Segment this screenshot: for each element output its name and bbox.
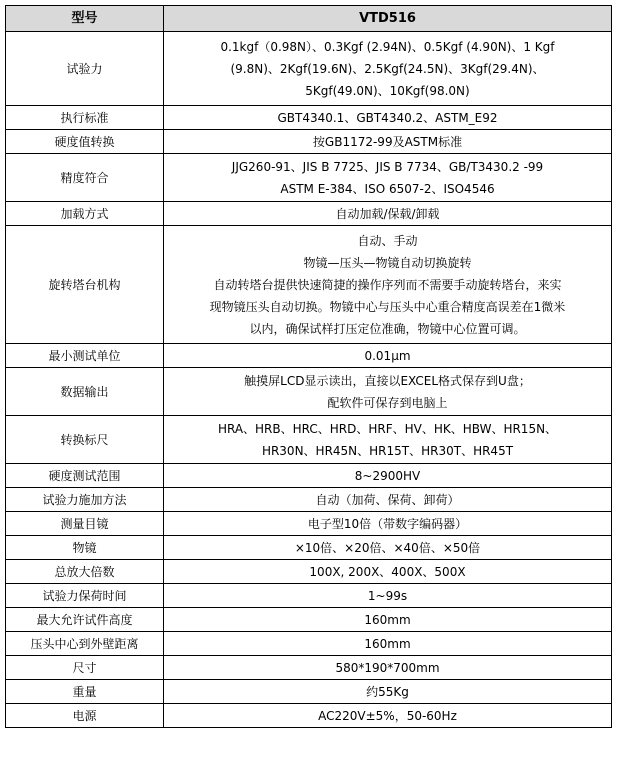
spec-value: [164, 368, 612, 416]
spec-row: [6, 512, 612, 536]
spec-row: [6, 680, 612, 704]
header-label: 型号: [6, 6, 164, 32]
spec-label: 最大允许试件高度: [6, 608, 164, 632]
spec-label: 硬度值转换: [6, 130, 164, 154]
spec-label: 执行标准: [6, 106, 164, 130]
spec-value: [164, 536, 612, 560]
spec-row: [6, 226, 612, 344]
spec-table-container: [5, 5, 612, 728]
spec-value-line: 1~99s: [367, 588, 408, 603]
spec-label: 转换标尺: [6, 416, 164, 464]
spec-value: [164, 584, 612, 608]
spec-row: [6, 488, 612, 512]
spec-value: [164, 680, 612, 704]
spec-value-line: 自动加载/保载/卸载: [335, 206, 440, 221]
spec-value: [164, 130, 612, 154]
spec-value-line: 触摸屏LCD显示读出，直接以EXCEL格式保存到U盘；: [244, 373, 531, 388]
spec-label: 试验力施加方法: [6, 488, 164, 512]
spec-value-line: ASTM E-384、ISO 6507-2、ISO4546: [280, 181, 495, 196]
spec-value-line: 配软件可保存到电脑上: [327, 395, 448, 410]
spec-value-line: (9.8N)、2Kgf(19.6N)、2.5Kgf(24.5N)、3Kgf(29.4N)、: [230, 61, 545, 76]
spec-row: [6, 656, 612, 680]
spec-value-line: 580*190*700mm: [335, 660, 440, 675]
spec-value: [164, 416, 612, 464]
spec-value: [164, 704, 612, 728]
spec-row: [6, 704, 612, 728]
spec-value-line: 5Kgf(49.0N)、10Kgf(98.0N): [305, 83, 470, 98]
spec-value-line: 电子型10倍（带数字编码器）: [307, 516, 468, 531]
spec-value-line: 现物镜压头自动切换。物镜中心与压头中心重合精度高误差在1微米: [209, 299, 566, 314]
spec-value: [164, 32, 612, 106]
spec-row: [6, 368, 612, 416]
spec-label: 尺寸: [6, 656, 164, 680]
spec-label: 试验力保荷时间: [6, 584, 164, 608]
spec-row: [6, 106, 612, 130]
spec-value-line: 100X, 200X、400X、500X: [309, 564, 466, 579]
spec-value-line: ×10倍、×20倍、×40倍、×50倍: [294, 540, 481, 555]
spec-value: [164, 656, 612, 680]
spec-row: [6, 416, 612, 464]
spec-value: [164, 106, 612, 130]
spec-row: [6, 130, 612, 154]
spec-label: 硬度测试范围: [6, 464, 164, 488]
spec-row: [6, 344, 612, 368]
spec-value-line: 自动、手动: [357, 233, 418, 248]
spec-value: [164, 632, 612, 656]
spec-value-line: 自动转塔台提供快速简捷的操作序列而不需要手动旋转塔台，来实: [213, 277, 562, 292]
spec-label: 电源: [6, 704, 164, 728]
spec-row: [6, 154, 612, 202]
spec-row: [6, 632, 612, 656]
spec-label: 加载方式: [6, 202, 164, 226]
spec-value-line: 自动（加荷、保荷、卸荷）: [315, 492, 460, 507]
spec-label: 测量目镜: [6, 512, 164, 536]
spec-label: 旋转塔台机构: [6, 226, 164, 344]
spec-value: [164, 202, 612, 226]
spec-value-line: HRA、HRB、HRC、HRD、HRF、HV、HK、HBW、HR15N、: [217, 421, 558, 436]
spec-label: 数据输出: [6, 368, 164, 416]
spec-value-line: 160mm: [364, 612, 411, 627]
spec-value: [164, 608, 612, 632]
spec-value-line: HR30N、HR45N、HR15T、HR30T、HR45T: [261, 443, 514, 458]
spec-value-line: 按GB1172-99及ASTM标准: [312, 134, 463, 149]
spec-row: [6, 584, 612, 608]
spec-value: [164, 488, 612, 512]
spec-row: [6, 536, 612, 560]
spec-value-line: 约55Kg: [366, 684, 409, 699]
spec-value: [164, 560, 612, 584]
spec-value: [164, 512, 612, 536]
spec-row: [6, 32, 612, 106]
spec-label: 重量: [6, 680, 164, 704]
spec-value-line: 160mm: [364, 636, 411, 651]
spec-value: [164, 344, 612, 368]
spec-label: 总放大倍数: [6, 560, 164, 584]
spec-label: 最小测试单位: [6, 344, 164, 368]
spec-value-line: 物镜—压头—物镜自动切换旋转: [303, 255, 472, 270]
spec-label: 试验力: [6, 32, 164, 106]
spec-value-line: 以内，确保试样打压定位准确，物镜中心位置可调。: [249, 321, 526, 336]
spec-row: [6, 560, 612, 584]
spec-value-line: 8~2900HV: [354, 468, 421, 483]
model-name: VTD516: [164, 6, 612, 32]
spec-table: [5, 5, 612, 728]
spec-value: [164, 464, 612, 488]
spec-row: [6, 608, 612, 632]
spec-value-line: 0.1kgf（0.98N）、0.3Kgf (2.94N)、0.5Kgf (4.90N)、1 Kgf: [220, 39, 555, 54]
spec-value-line: 0.01μm: [364, 348, 411, 363]
spec-row: [6, 464, 612, 488]
spec-value-line: JJG260-91、JIS B 7725、JIS B 7734、GB/T3430.2 -99: [231, 159, 544, 174]
spec-value: [164, 226, 612, 344]
spec-value: [164, 154, 612, 202]
spec-row: [6, 202, 612, 226]
spec-label: 压头中心到外壁距离: [6, 632, 164, 656]
header-row: [6, 6, 612, 32]
spec-value-line: GBT4340.1、GBT4340.2、ASTM_E92: [277, 110, 498, 125]
spec-label: 精度符合: [6, 154, 164, 202]
spec-label: 物镜: [6, 536, 164, 560]
spec-value-line: AC220V±5%，50-60Hz: [318, 708, 457, 723]
